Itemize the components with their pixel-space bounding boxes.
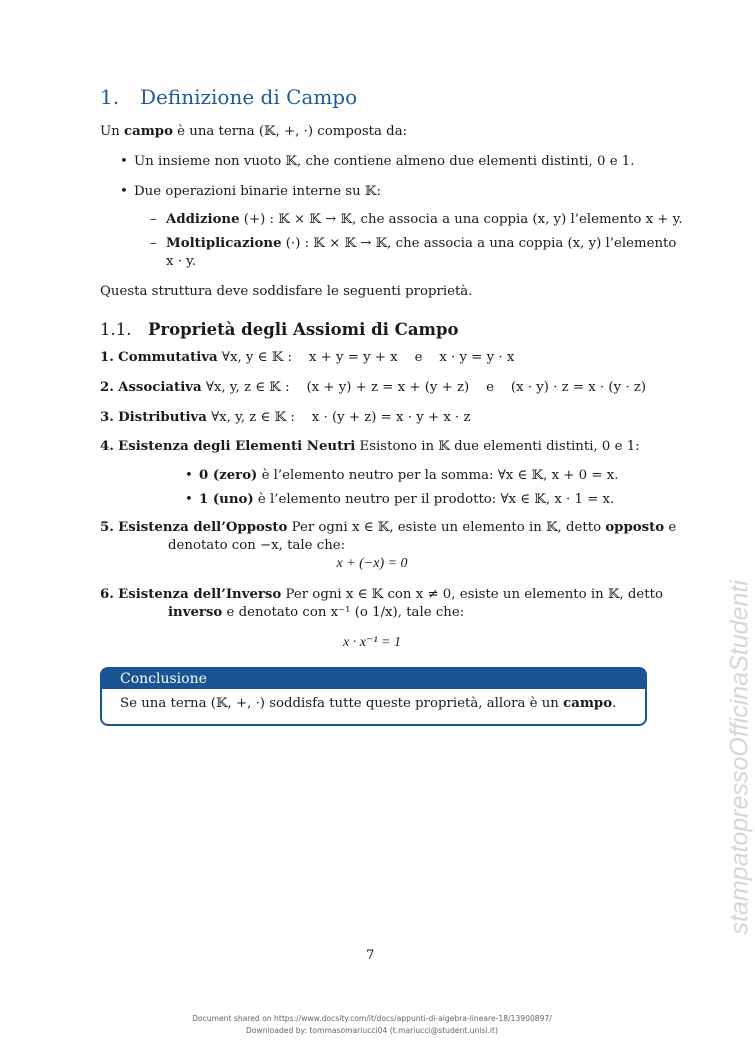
intro-bold: campo [124, 124, 173, 139]
operation-item: – Addizione (+) : 𝕂 × 𝕂 → 𝕂, che associa a una coppia (x, y) l’elemento x + y. [150, 212, 683, 227]
property-text: e [664, 520, 677, 535]
subsection-number: 1.1. [100, 320, 132, 339]
intro-post: è una terna (𝕂, +, ·) composta da: [172, 124, 408, 139]
property-name: Esistenza degli Elementi Neutri [118, 439, 356, 454]
structure-note: Questa struttura deve soddisfare le seguenti proprietà. [100, 284, 473, 299]
section-number: 1. [100, 85, 120, 109]
property-name: Esistenza dell’Opposto [118, 520, 288, 535]
property-number: 4. [100, 439, 114, 454]
intro-pre: Un [100, 124, 124, 139]
property-name: Commutativa [118, 350, 218, 365]
conclusion-text: Se una terna (𝕂, +, ·) soddisfa tutte queste proprietà, allora è un [120, 696, 564, 711]
bullet-item: • Un insieme non vuoto 𝕂, che contiene almeno due elementi distinti, 0 e 1. [120, 154, 635, 169]
property-name: Associativa [118, 380, 202, 395]
property-bold: opposto [605, 520, 665, 535]
property-item [100, 587, 663, 602]
property-item [100, 350, 514, 365]
property-number: 2. [100, 380, 114, 395]
neutral-name: 1 (uno) [199, 492, 254, 507]
operation-text-cont: x · y. [166, 254, 197, 269]
property-text: Esistono in 𝕂 due elementi distinti, 0 e 1: [355, 439, 640, 454]
property-item [100, 520, 676, 535]
neutral-text: è l’elemento neutro per il prodotto: ∀x ∈ 𝕂, x · 1 = x. [253, 492, 615, 507]
conclusion-box [100, 667, 647, 726]
property-item [100, 380, 646, 395]
conclusion-bold: campo [563, 696, 613, 711]
bullet-item: • Due operazioni binarie interne su 𝕂: [120, 184, 381, 199]
footer-downloaded: Downloaded by: tommasomariucci04 (t.mariucci@student.unisi.it) [246, 1026, 498, 1035]
operation-text: (·) : 𝕂 × 𝕂 → 𝕂, che associa a una coppia (x, y) l’elemento [281, 236, 677, 251]
operation-text: (+) : 𝕂 × 𝕂 → 𝕂, che associa a una coppia (x, y) l’elemento x + y. [239, 212, 683, 227]
subsection-heading [100, 320, 459, 339]
property-item [100, 410, 471, 425]
neutral-name: 0 (zero) [199, 468, 258, 483]
property-name: Esistenza dell’Inverso [118, 587, 282, 602]
section-heading [100, 85, 357, 109]
property-text: ∀x, y, z ∈ 𝕂 : x · (y + z) = x · y + x · z [206, 410, 471, 425]
property-number: 1. [100, 350, 114, 365]
property-text: e denotato con x⁻¹ (o 1/x), tale che: [222, 605, 465, 620]
neutral-text: è l’elemento neutro per la somma: ∀x ∈ 𝕂, x + 0 = x. [257, 468, 619, 483]
property-text: Per ogni x ∈ 𝕂 con x ≠ 0, esiste un elemento in 𝕂, detto [281, 587, 663, 602]
property-text: Per ogni x ∈ 𝕂, esiste un elemento in 𝕂, detto [287, 520, 606, 535]
page-number: 7 [366, 948, 375, 963]
watermark: stampatopressoOfficinaStudenti [725, 580, 754, 935]
property-name: Distributiva [118, 410, 207, 425]
formula-inverse: x · x⁻¹ = 1 [343, 635, 401, 650]
property-text: ∀x, y, z ∈ 𝕂 : (x + y) + z = x + (y + z) e (x · y) · z = x · (y · z) [201, 380, 647, 395]
bullet-text: Due operazioni binarie interne su 𝕂: [134, 184, 381, 199]
operation-item: – Moltiplicazione (·) : 𝕂 × 𝕂 → 𝕂, che associa a una coppia (x, y) l’elemento [150, 236, 677, 251]
subsection-title: Proprietà degli Assiomi di Campo [148, 320, 459, 339]
section-title: Definizione di Campo [140, 85, 358, 109]
neutral-item: • 1 (uno) è l’elemento neutro per il prodotto: ∀x ∈ 𝕂, x · 1 = x. [185, 492, 615, 507]
property-number: 5. [100, 520, 114, 535]
operation-name: Moltiplicazione [166, 236, 282, 251]
property-number: 6. [100, 587, 114, 602]
conclusion-body [102, 689, 645, 718]
footer-shared: Document shared on https://www.docsity.com/it/docs/appunti-di-algebra-lineare-18/13900897/ [192, 1014, 552, 1023]
intro-paragraph [100, 124, 407, 139]
neutral-item: • 0 (zero) è l’elemento neutro per la somma: ∀x ∈ 𝕂, x + 0 = x. [185, 468, 619, 483]
conclusion-text: . [612, 696, 617, 711]
conclusion-title: Conclusione [102, 669, 645, 689]
property-item [100, 439, 640, 454]
property-number: 3. [100, 410, 114, 425]
property-text: ∀x, y ∈ 𝕂 : x + y = y + x e x · y = y · x [217, 350, 515, 365]
property-text-cont: denotato con −x, tale che: [168, 538, 346, 553]
bullet-text: Un insieme non vuoto 𝕂, che contiene almeno due elementi distinti, 0 e 1. [134, 154, 635, 169]
property-text-cont [168, 605, 464, 620]
formula-opposite: x + (−x) = 0 [336, 556, 408, 571]
property-bold: inverso [168, 605, 223, 620]
operation-name: Addizione [166, 212, 240, 227]
